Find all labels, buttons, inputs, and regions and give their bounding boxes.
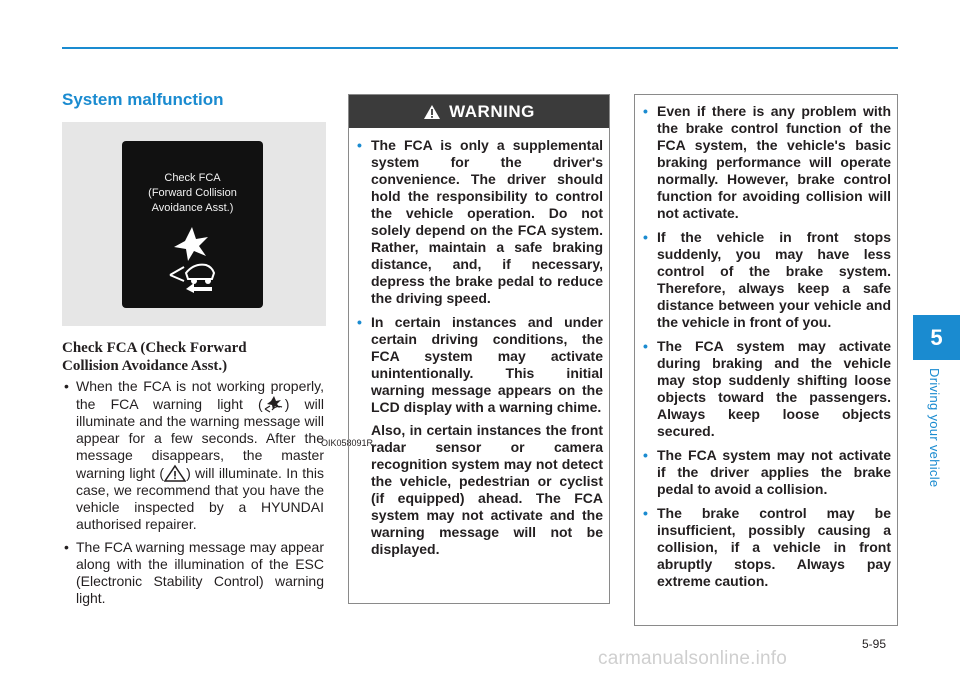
warning-list: [357, 137, 603, 558]
list-item: • When the FCA is not working properly, the FCA warning light ( ) will illuminate and the warning message will appear for a few seconds. After the message disappears, the master warning light ( ) will illuminate. In this case, we recommend that you have the vehicle inspected by a HYUNDAI authorised repairer.: [64, 378, 325, 532]
fca-warning-light-icon: [263, 395, 285, 413]
chapter-tab: 5: [913, 315, 960, 360]
cluster-display-text: Check FCA (Forward Collision Avoidance Asst.): [148, 172, 237, 214]
figure-code: OIK058091R: [321, 438, 374, 448]
top-rule: [62, 47, 898, 49]
warning-body: [357, 137, 603, 565]
list-item: • Even if there is any problem with the brake control function of the FCA system, the vehicle's basic braking performance will operate normally. However, brake control function for avoiding collision will not activate.: [643, 103, 891, 221]
list-item: • If the vehicle in front stops suddenly, you may have less control of the brake system. Therefore, always keep a safe distance between your vehicle and the vehicle in front of you.: [643, 229, 891, 330]
warning-continued-list: [643, 103, 891, 590]
section-title: System malfunction: [62, 90, 224, 109]
warning-header: [349, 95, 609, 128]
fca-warning-graphic-icon: [150, 223, 234, 293]
list-item: • The FCA system may not activate if the driver applies the brake pedal to avoid a collision.: [643, 447, 891, 497]
cluster-display: [122, 141, 263, 308]
chapter-name: Driving your vehicle: [927, 368, 942, 488]
list-item: • In certain instances and under certain driving conditions, the FCA system may activate unintentionally. This initial warning message appears on the LCD display with a warning chime. Also, in certain instances the front radar sensor or camera recognition system may not detect the vehicle, pedestrian or cyclist (if equipped) ahead. The FCA system may not activate and the warning message will not be displayed.: [357, 314, 603, 557]
subheading: Check FCA (Check Forward Collision Avoidance Asst.): [62, 340, 247, 374]
warning-title: WARNING: [449, 101, 535, 121]
warning-continued-box: [634, 94, 898, 626]
master-warning-light-icon: [164, 464, 186, 482]
list-item: • The brake control may be insufficient, possibly causing a collision, if a vehicle in front abruptly stops. Always pay extreme caution.: [643, 505, 891, 589]
list-item: • The FCA warning message may appear along with the illumination of the ESC (Electronic Stability Control) warning light.: [64, 539, 324, 606]
warning-triangle-icon: [423, 104, 441, 120]
watermark: carmanualsonline.info: [598, 648, 788, 669]
left-bullet-list: [62, 378, 324, 613]
page-number: 5-95: [862, 637, 887, 651]
list-item: • The FCA system may activate during braking and the vehicle may stop suddenly shifting loose objects toward the passengers. Always keep loose objects secured.: [643, 338, 891, 439]
warning-box: [348, 94, 610, 604]
list-item: • The FCA is only a supplemental system for the driver's convenience. The driver should hold the responsibility to control the vehicle operation. Do not solely depend on the FCA system. Rather, maintain a safe braking distance, and, if necessary, depress the brake pedal to reduce the driving speed.: [357, 137, 603, 306]
warning-continued-body: [643, 103, 891, 597]
